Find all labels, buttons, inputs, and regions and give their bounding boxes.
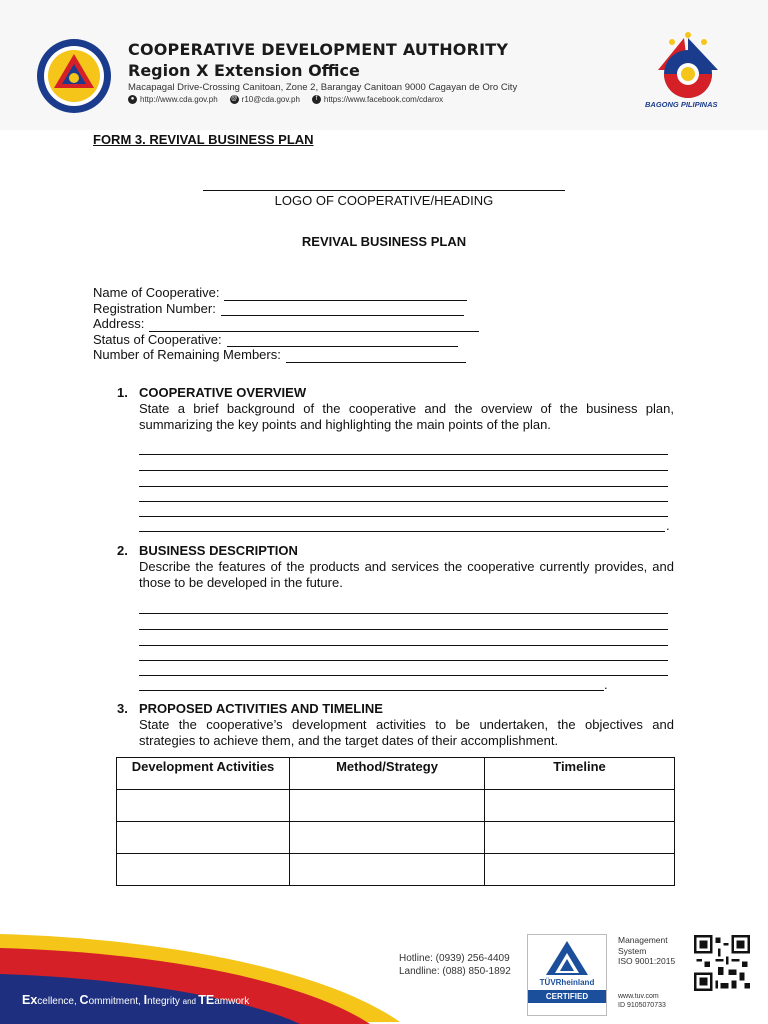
end-dot: .	[604, 677, 608, 692]
field-blank[interactable]	[149, 320, 479, 332]
tuv-triangle-icon	[528, 935, 606, 979]
section-number: 3.	[117, 701, 128, 716]
write-line[interactable]	[139, 675, 668, 676]
tuv-id: ID 9105070733	[618, 1002, 666, 1009]
motto-text: ntegrity	[147, 996, 183, 1007]
qr-code-icon[interactable]	[694, 935, 750, 991]
table-cell[interactable]	[290, 854, 485, 886]
email-contact[interactable]	[230, 95, 300, 104]
office-name: Region X Extension Office	[128, 61, 360, 80]
motto-text: C	[79, 993, 89, 1007]
field-blank[interactable]	[221, 304, 464, 316]
write-line[interactable]	[139, 613, 668, 614]
section-title: BUSINESS DESCRIPTION	[139, 543, 298, 558]
write-line[interactable]	[139, 531, 665, 532]
write-line[interactable]	[139, 645, 668, 646]
activities-table	[116, 757, 675, 886]
section-2-heading	[117, 543, 298, 559]
table-row	[117, 822, 675, 854]
motto-text: TE	[198, 993, 215, 1007]
field-remaining-members	[93, 347, 479, 363]
hotline-number: Hotline: (0939) 256-4409	[399, 953, 510, 964]
form-title: FORM 3. REVIVAL BUSINESS PLAN	[93, 132, 314, 147]
field-blank[interactable]	[224, 289, 467, 301]
table-cell[interactable]	[485, 822, 675, 854]
field-label: Name of Cooperative:	[93, 285, 220, 300]
table-row	[117, 854, 675, 886]
table-cell[interactable]	[485, 790, 675, 822]
section-2-description: Describe the features of the products and services the cooperative currently provides, and those to be developed in the future.	[139, 559, 674, 590]
motto	[22, 993, 249, 1007]
management-system-text	[618, 935, 675, 967]
bagong-pilipinas-logo	[632, 30, 744, 110]
table-cell[interactable]	[117, 790, 290, 822]
section-number: 1.	[117, 385, 128, 400]
section-title: COOPERATIVE OVERVIEW	[139, 385, 307, 400]
org-name: COOPERATIVE DEVELOPMENT AUTHORITY	[128, 40, 509, 59]
motto-text: Ex	[22, 993, 38, 1007]
write-line[interactable]	[139, 516, 668, 517]
write-line[interactable]	[139, 486, 668, 487]
tuv-reference	[618, 992, 666, 1010]
facebook-link[interactable]: https://www.facebook.com/cdarox	[323, 95, 444, 104]
facebook-contact[interactable]	[312, 95, 443, 104]
section-3-description: State the cooperative’s development activities to be undertaken, the objectives and strategies to achieve them, and the target dates of their accomplishment.	[139, 717, 674, 748]
write-line[interactable]	[139, 690, 604, 691]
website-contact[interactable]	[128, 95, 218, 104]
email-link[interactable]: r10@cda.gov.ph	[241, 95, 300, 104]
write-line[interactable]	[139, 470, 668, 471]
motto-text: ommitment,	[88, 996, 144, 1007]
table-row	[117, 790, 675, 822]
column-header: Development Activities	[117, 758, 290, 790]
website-link[interactable]: http://www.cda.gov.ph	[140, 95, 218, 104]
cooperative-info-fields	[93, 285, 479, 363]
write-line[interactable]	[139, 629, 668, 630]
document-title: REVIVAL BUSINESS PLAN	[301, 234, 467, 249]
table-cell[interactable]	[290, 790, 485, 822]
facebook-icon: f	[312, 95, 321, 104]
field-blank[interactable]	[286, 351, 466, 363]
tuv-name: TÜVRheinland	[539, 978, 595, 987]
table-cell[interactable]	[290, 822, 485, 854]
write-line[interactable]	[139, 501, 668, 502]
office-address: Macapagal Drive-Crossing Canitoan, Zone 2, Barangay Canitoan 9000 Cagayan de Oro City	[128, 82, 518, 93]
motto-text: amwork	[214, 996, 250, 1007]
field-status-of-cooperative	[93, 332, 479, 348]
field-blank[interactable]	[227, 335, 458, 347]
bagong-pilipinas-text: BAGONG PILIPINAS	[645, 100, 718, 109]
tuv-badge	[527, 934, 607, 1016]
column-header: Timeline	[485, 758, 675, 790]
heading-blank-line	[203, 190, 565, 191]
motto-text: I	[143, 993, 148, 1007]
field-registration-number	[93, 301, 479, 317]
table-cell[interactable]	[485, 854, 675, 886]
landline-number: Landline: (088) 850-1892	[399, 966, 511, 977]
column-header: Method/Strategy	[290, 758, 485, 790]
field-address	[93, 316, 479, 332]
section-1-heading	[117, 385, 306, 401]
field-label: Number of Remaining Members:	[93, 347, 281, 362]
table-cell[interactable]	[117, 822, 290, 854]
motto-text: and	[182, 997, 199, 1006]
mgmt-line: System	[618, 945, 647, 956]
write-line[interactable]	[139, 454, 668, 455]
mgmt-line: ISO 9001:2015	[618, 956, 676, 966]
table-cell[interactable]	[117, 854, 290, 886]
footer-contacts	[399, 952, 511, 978]
motto-text: cellence,	[37, 996, 80, 1007]
section-1-description: State a brief background of the cooperative and the overview of the business plan, summarizing the key points and highlighting the main points of the plan.	[139, 401, 674, 432]
email-icon: @	[231, 96, 238, 102]
end-dot: .	[666, 518, 670, 533]
tuv-url[interactable]: www.tuv.com	[618, 993, 659, 1000]
field-label: Status of Cooperative:	[93, 331, 222, 347]
tuv-certified-label: CERTIFIED	[528, 990, 606, 1003]
cda-seal-logo	[36, 38, 112, 114]
field-label: Registration Number:	[93, 300, 216, 316]
section-3-heading	[117, 701, 383, 717]
table-header-row	[117, 758, 675, 790]
field-name-of-cooperative	[93, 285, 479, 301]
write-line[interactable]	[139, 660, 668, 661]
field-label: Address:	[93, 316, 145, 331]
contact-row	[128, 95, 443, 104]
section-number: 2.	[117, 543, 128, 558]
globe-icon: ●	[128, 95, 137, 104]
mgmt-line: Management	[618, 935, 668, 945]
section-title: PROPOSED ACTIVITIES AND TIMELINE	[139, 701, 383, 716]
heading-label: LOGO OF COOPERATIVE/HEADING	[274, 193, 494, 208]
